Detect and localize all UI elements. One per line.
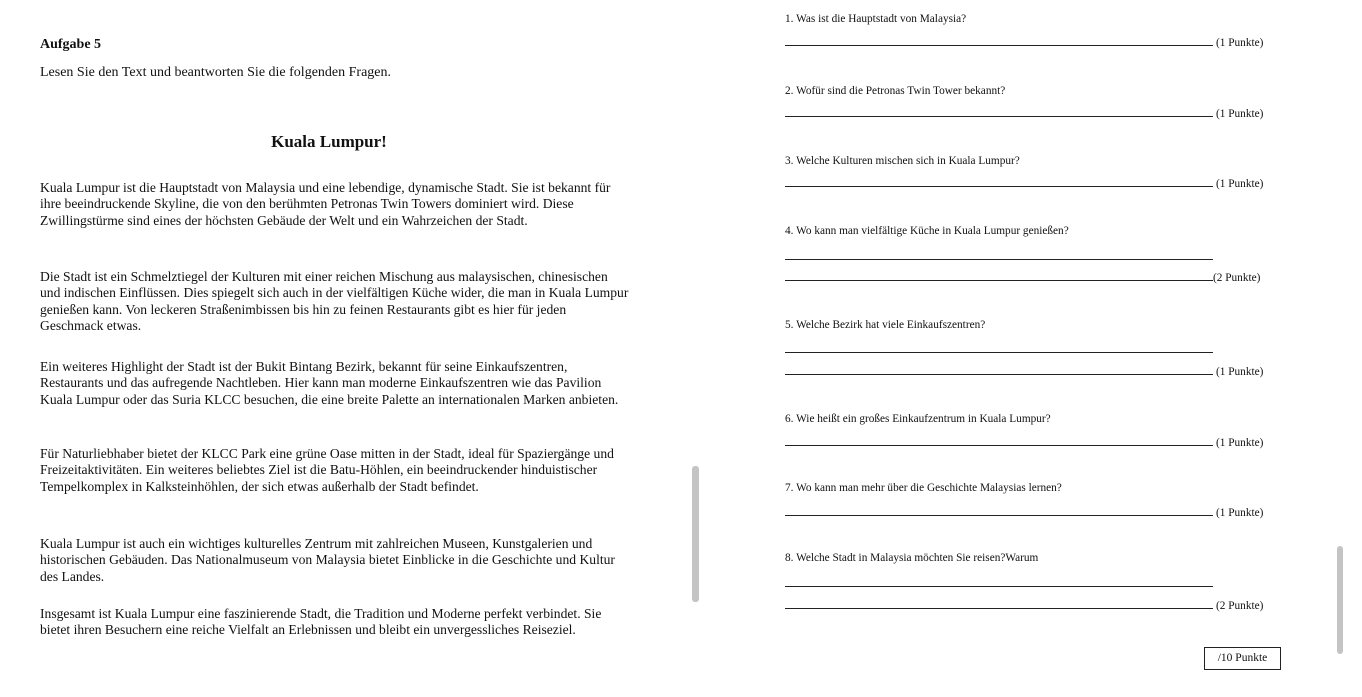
question-5: 5. Welche Bezirk hat viele Einkaufszentren? bbox=[785, 319, 986, 331]
points-label: (1 Punkte) bbox=[1216, 437, 1264, 449]
left-scrollbar[interactable] bbox=[692, 466, 699, 602]
answer-rule[interactable] bbox=[785, 445, 1213, 446]
question-6: 6. Wie heißt ein großes Einkaufzentrum in Kuala Lumpur? bbox=[785, 413, 1051, 425]
paragraph: Ein weiteres Highlight der Stadt ist der Bukit Bintang Bezirk, bekannt für seine Einkaufszentren, Restaurants und das aufregende Nachtleben. Hier kann man moderne Einkaufszentren wie das Pavilion Kuala Lumpur oder das Suria KLCC besuchen, die eine breite Palette an internationalen Marken anbieten. bbox=[40, 359, 619, 407]
text-title: Kuala Lumpur! bbox=[271, 132, 387, 151]
question-4: 4. Wo kann man vielfältige Küche in Kuala Lumpur genießen? bbox=[785, 225, 1069, 237]
points-label: (2 Punkte) bbox=[1216, 600, 1264, 612]
answer-rule[interactable] bbox=[785, 280, 1213, 281]
instruction-text: Lesen Sie den Text und beantworten Sie die folgenden Fragen. bbox=[40, 65, 391, 80]
questions-page bbox=[705, 0, 1362, 697]
paragraph: Kuala Lumpur ist auch ein wichtiges kulturelles Zentrum mit zahlreichen Museen, Kunstgalerien und historischen Gebäuden. Das Nationalmuseum von Malaysia bietet Einblicke in die Geschichte und Kultur des Landes. bbox=[40, 536, 615, 584]
question-8: 8. Welche Stadt in Malaysia möchten Sie reisen?Warum bbox=[785, 552, 1039, 564]
points-label: (1 Punkte) bbox=[1216, 108, 1264, 120]
answer-rule[interactable] bbox=[785, 515, 1213, 516]
points-label: (1 Punkte) bbox=[1216, 366, 1264, 378]
answer-rule[interactable] bbox=[785, 259, 1213, 260]
paragraph: Kuala Lumpur ist die Hauptstadt von Malaysia und eine lebendige, dynamische Stadt. Sie ist bekannt für ihre beeindruckende Skyline, die von den berühmten Petronas Twin Towers dominiert wird. Diese Zwillingstürme sind eines der höchsten Gebäude der Welt und ein Wahrzeichen der Stadt. bbox=[40, 180, 611, 228]
question-1: 1. Was ist die Hauptstadt von Malaysia? bbox=[785, 13, 967, 25]
task-label: Aufgabe 5 bbox=[40, 37, 102, 52]
question-2: 2. Wofür sind die Petronas Twin Tower bekannt? bbox=[785, 85, 1006, 97]
total-points-box: /10 Punkte bbox=[1204, 647, 1281, 670]
paragraph: Die Stadt ist ein Schmelztiegel der Kulturen mit einer reichen Mischung aus malaysischen, chinesischen und indischen Einflüssen. Dies spiegelt sich auch in der vielfältigen Küche wider, die man in Kuala Lumpur genießen kann. Von leckeren Straßenimbissen bis hin zu feinen Restaurants gibt es hier für jeden Geschmack etwas. bbox=[40, 269, 629, 333]
answer-rule[interactable] bbox=[785, 586, 1213, 587]
points-label: (1 Punkte) bbox=[1216, 178, 1264, 190]
answer-rule[interactable] bbox=[785, 45, 1213, 46]
question-3: 3. Welche Kulturen mischen sich in Kuala Lumpur? bbox=[785, 155, 1020, 167]
answer-rule[interactable] bbox=[785, 116, 1213, 117]
answer-rule[interactable] bbox=[785, 186, 1213, 187]
right-scrollbar[interactable] bbox=[1337, 546, 1343, 654]
points-label: (2 Punkte) bbox=[1213, 272, 1261, 284]
paragraph: Für Naturliebhaber bietet der KLCC Park eine grüne Oase mitten in der Stadt, ideal für Spaziergänge und Freizeitaktivitäten. Ein weiteres beliebtes Ziel ist die Batu-Höhlen, ein beeindruckender hinduistischer Tempelkomplex in Kalksteinhöhlen, der sich etwas außerhalb der Stadt befindet. bbox=[40, 446, 614, 494]
points-label: (1 Punkte) bbox=[1216, 37, 1264, 49]
answer-rule[interactable] bbox=[785, 608, 1213, 609]
paragraph: Insgesamt ist Kuala Lumpur eine faszinierende Stadt, die Tradition und Moderne perfekt verbindet. Sie bietet ihren Besuchern eine reiche Vielfalt an Erlebnissen und bleibt ein unvergessliches Reiseziel. bbox=[40, 606, 602, 638]
answer-rule[interactable] bbox=[785, 374, 1213, 375]
question-7: 7. Wo kann man mehr über die Geschichte Malaysias lernen? bbox=[785, 482, 1062, 494]
answer-rule[interactable] bbox=[785, 352, 1213, 353]
points-label: (1 Punkte) bbox=[1216, 507, 1264, 519]
